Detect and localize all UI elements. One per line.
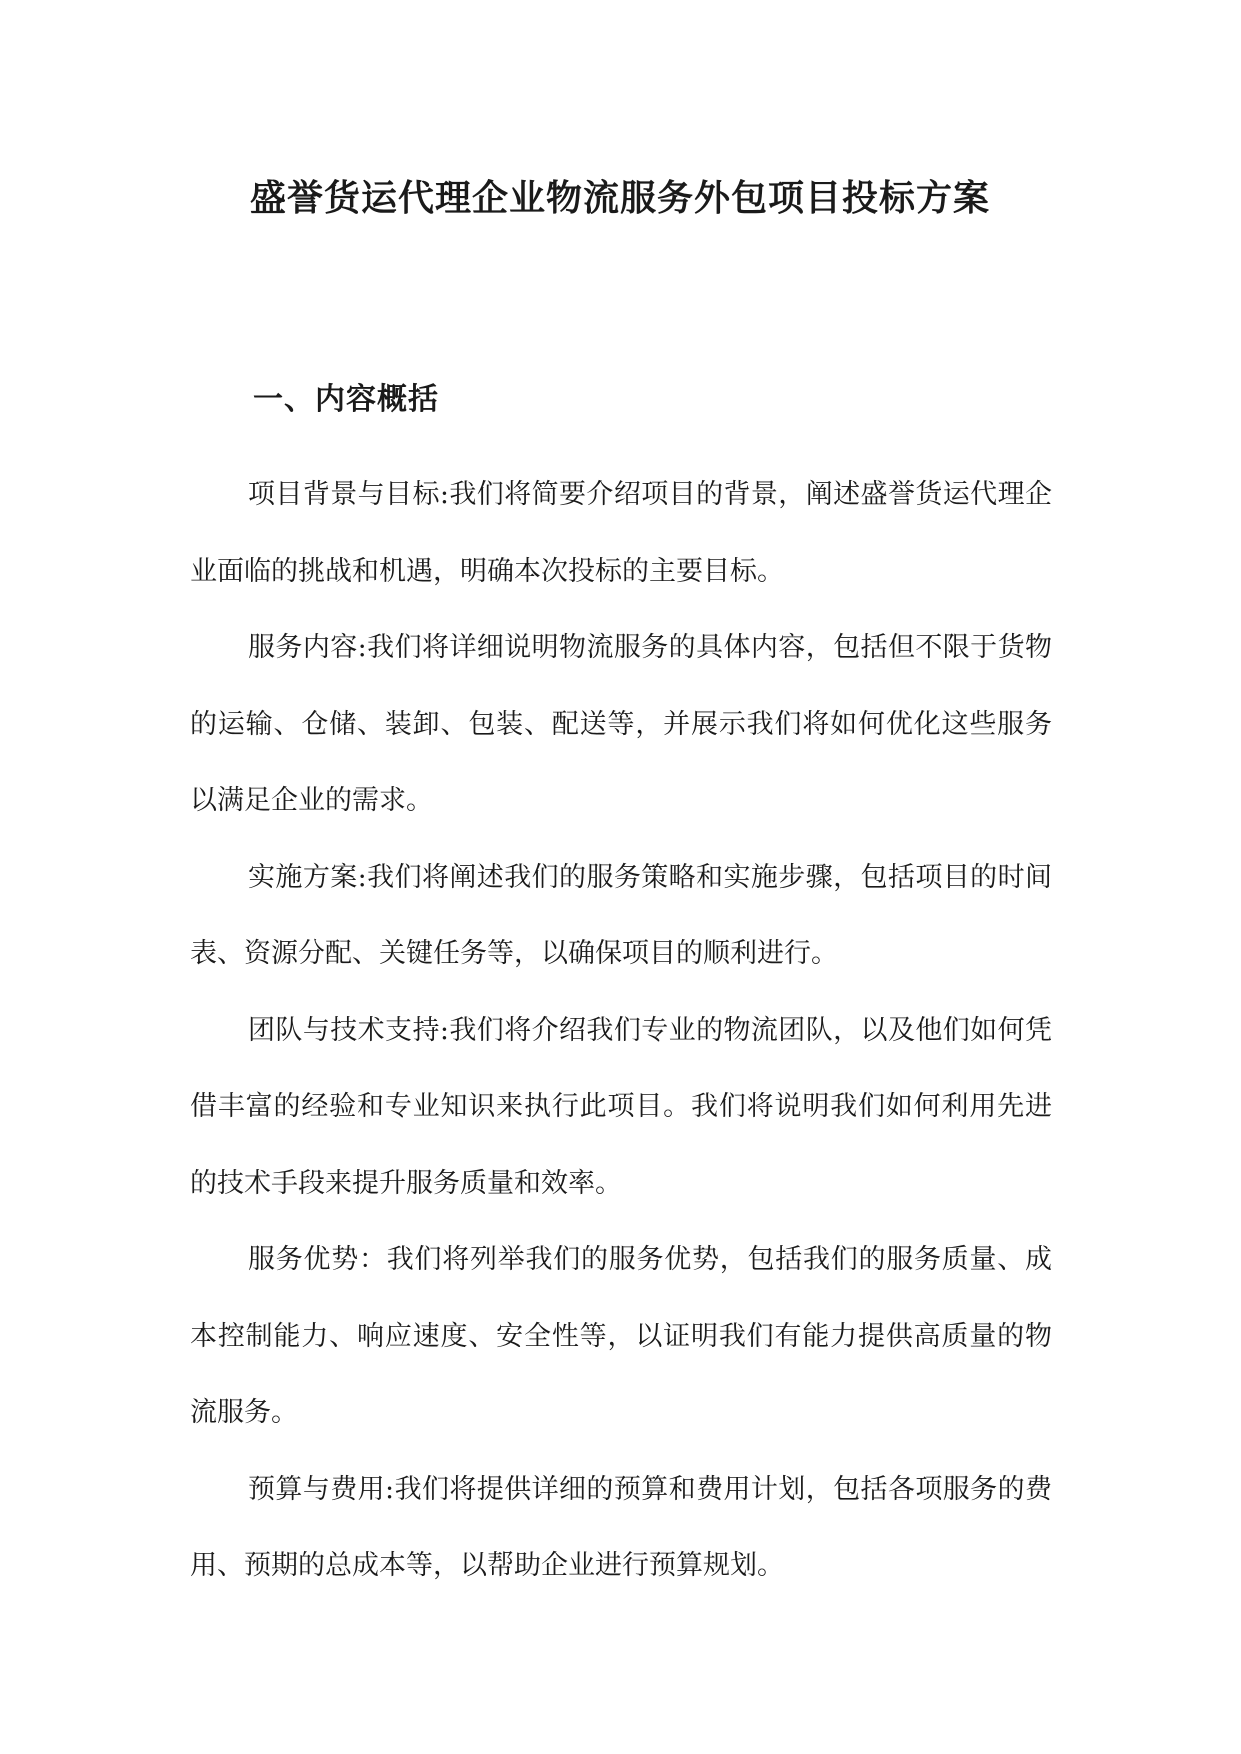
paragraph-team-and-tech — [190, 993, 1052, 1223]
paragraph-implementation-plan — [190, 840, 1052, 993]
section-body — [190, 457, 1052, 1605]
paragraph-text: 我们将提供详细的预算和费用计划，包括各项服务的费用、预期的总成本等，以帮助企业进行预算规划。 — [190, 1473, 1052, 1581]
paragraph-service-content — [190, 610, 1052, 840]
paragraph-label: 实施方案: — [248, 861, 367, 893]
paragraph-text: 我们将简要介绍项目的背景，阐述盛誉货运代理企业面临的挑战和机遇，明确本次投标的主要目标。 — [190, 479, 1052, 587]
paragraph-service-advantages — [190, 1222, 1052, 1452]
paragraph-text: 我们将详细说明物流服务的具体内容，包括但不限于货物的运输、仓储、装卸、包装、配送等，并展示我们将如何优化这些服务以满足企业的需求。 — [190, 632, 1052, 816]
paragraph-text: 我们将阐述我们的服务策略和实施步骤，包括项目的时间表、资源分配、关键任务等，以确保项目的顺利进行。 — [190, 861, 1052, 969]
paragraph-label: 团队与技术支持: — [248, 1014, 449, 1046]
paragraph-text: 我们将介绍我们专业的物流团队，以及他们如何凭借丰富的经验和专业知识来执行此项目。我们将说明我们如何利用先进的技术手段来提升服务质量和效率。 — [190, 1014, 1052, 1199]
paragraph-text: 我们将列举我们的服务优势，包括我们的服务质量、成本控制能力、响应速度、安全性等，以证明我们有能力提供高质量的物流服务。 — [190, 1244, 1052, 1428]
section-heading: 一、内容概括 — [253, 382, 439, 417]
paragraph-budget-and-cost — [190, 1452, 1052, 1605]
paragraph-label: 项目背景与目标: — [248, 479, 449, 510]
paragraph-label: 服务内容: — [248, 632, 367, 663]
paragraph-label: 预算与费用: — [248, 1473, 395, 1505]
paragraph-label: 服务优势： — [248, 1244, 387, 1275]
paragraph-project-background — [190, 457, 1052, 610]
document-title: 盛誉货运代理企业物流服务外包项目投标方案 — [250, 177, 991, 219]
